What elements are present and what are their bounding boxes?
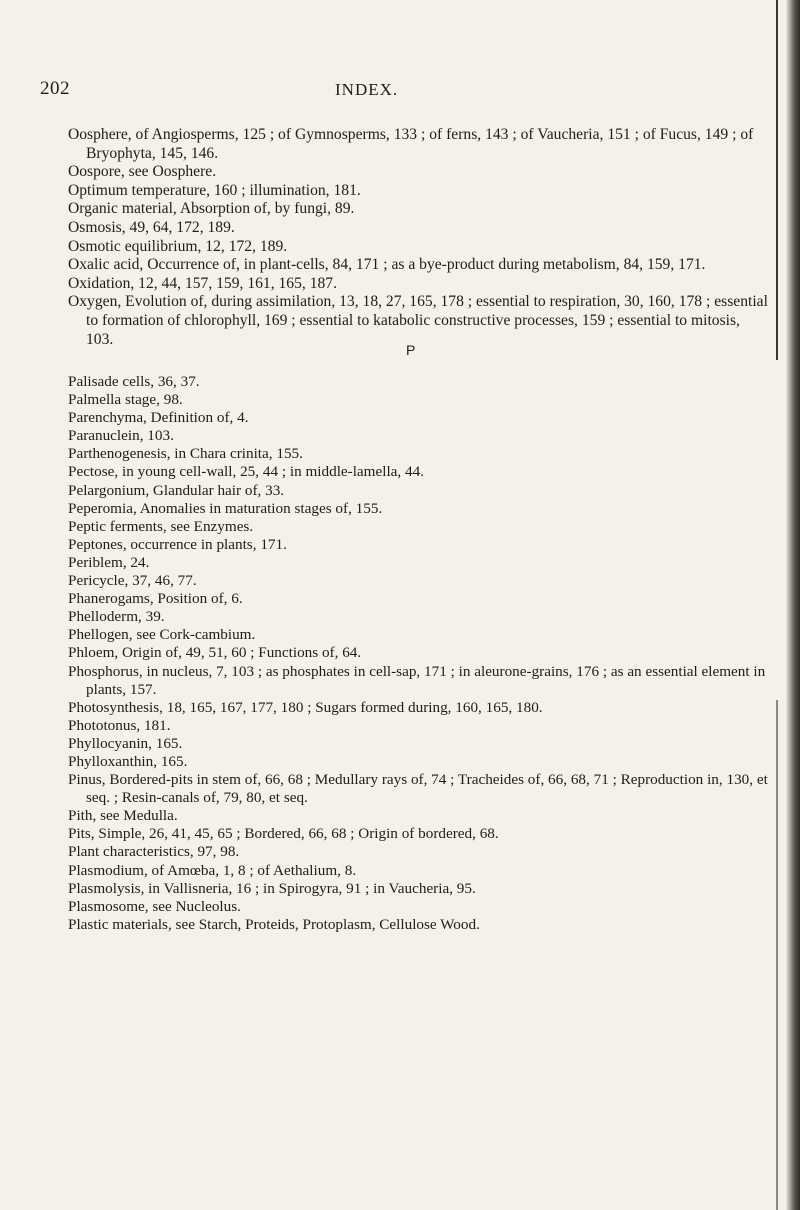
index-entry: Phloem, Origin of, 49, 51, 60 ; Functions of, 64. bbox=[68, 644, 362, 662]
index-entry: Oospore, see Oosphere. bbox=[68, 163, 217, 181]
index-entry: Parenchyma, Definition of, 4. bbox=[68, 409, 249, 427]
index-entry: Pits, Simple, 26, 41, 45, 65 ; Bordered, 66, 68 ; Origin of bordered, 68. bbox=[68, 825, 499, 843]
index-entry: Periblem, 24. bbox=[68, 553, 150, 571]
index-entry: Photosynthesis, 18, 165, 167, 177, 180 ; Sugars formed during, 160, 165, 180. bbox=[68, 698, 543, 716]
index-entry: Oxygen, Evolution of, during assimilation, 13, 18, 27, 165, 178 ; essential to respiration, 30, 160, 178 ; essential to formation of chlorophyll, 169 ; essential to katabolic constructive processes, 159 ; essential to mitosis, 103. bbox=[68, 293, 768, 348]
index-entry: Plastic materials, see Starch, Proteids, Protoplasm, Cellulose Wood. bbox=[68, 915, 480, 933]
index-entry: Oosphere, of Angiosperms, 125 ; of Gymnosperms, 133 ; of ferns, 143 ; of Vaucheria, 151 ; of Fucus, 149 ; of Bryophyta, 145, 146. bbox=[68, 126, 754, 162]
page-edge-line bbox=[776, 0, 778, 360]
index-entry: Plasmodium, of Amœba, 1, 8 ; of Aethalium, 8. bbox=[68, 861, 357, 879]
index-entry: Pinus, Bordered-pits in stem of, 66, 68 ; Medullary rays of, 74 ; Tracheides of, 66, 68, 71 ; Reproduction in, 130, et seq. ; Resin-canals of, 79, 80, et seq. bbox=[68, 771, 768, 807]
index-entry: Phyllocyanin, 165. bbox=[68, 734, 183, 752]
index-entry: Pericycle, 37, 46, 77. bbox=[68, 572, 197, 590]
index-entry: Phellogen, see Cork-cambium. bbox=[68, 626, 256, 644]
index-entry: Palisade cells, 36, 37. bbox=[68, 373, 200, 390]
section-letter-heading: P bbox=[406, 342, 416, 358]
index-entry: Optimum temperature, 160 ; illumination, 181. bbox=[68, 181, 361, 199]
index-entry: Peperomia, Anomalies in maturation stages of, 155. bbox=[68, 499, 383, 517]
index-entry: Organic material, Absorption of, by fungi, 89. bbox=[68, 200, 355, 218]
index-section-o bbox=[68, 126, 768, 349]
index-entry: Peptic ferments, see Enzymes. bbox=[68, 517, 254, 535]
index-entry: Phanerogams, Position of, 6. bbox=[68, 590, 243, 608]
index-entry: Plant characteristics, 97, 98. bbox=[68, 843, 240, 861]
index-entry: Phototonus, 181. bbox=[68, 716, 171, 734]
index-entry: Phylloxanthin, 165. bbox=[68, 752, 188, 770]
index-entry: Plasmolysis, in Vallisneria, 16 ; in Spirogyra, 91 ; in Vaucheria, 95. bbox=[68, 879, 476, 897]
index-section-p bbox=[68, 373, 768, 934]
index-entry: Oxalic acid, Occurrence of, in plant-cells, 84, 171 ; as a bye-product during metabolism, 84, 159, 171. bbox=[68, 256, 706, 274]
index-entry: Osmosis, 49, 64, 172, 189. bbox=[68, 218, 235, 236]
book-edge-shadow bbox=[786, 0, 800, 1210]
index-entry: Palmella stage, 98. bbox=[68, 391, 183, 409]
index-entry: Pith, see Medulla. bbox=[68, 807, 178, 825]
index-entry: Oxidation, 12, 44, 157, 159, 161, 165, 187. bbox=[68, 274, 337, 292]
index-entry: Osmotic equilibrium, 12, 172, 189. bbox=[68, 237, 288, 255]
index-entry: Pelargonium, Glandular hair of, 33. bbox=[68, 481, 285, 499]
index-entry: Phelloderm, 39. bbox=[68, 608, 165, 626]
index-entry: Parthenogenesis, in Chara crinita, 155. bbox=[68, 445, 303, 463]
index-entry: Plasmosome, see Nucleolus. bbox=[68, 897, 241, 915]
index-entry: Peptones, occurrence in plants, 171. bbox=[68, 535, 287, 553]
page-number: 202 bbox=[40, 78, 70, 99]
page-edge-line bbox=[776, 700, 778, 1210]
index-entry: Pectose, in young cell-wall, 25, 44 ; in middle-lamella, 44. bbox=[68, 463, 424, 481]
index-entry: Paranuclein, 103. bbox=[68, 427, 174, 445]
index-entry: Phosphorus, in nucleus, 7, 103 ; as phosphates in cell-sap, 171 ; in aleurone-grains, 176 ; as an essential element in plants, 157. bbox=[68, 662, 766, 698]
running-head: INDEX. bbox=[335, 80, 399, 99]
